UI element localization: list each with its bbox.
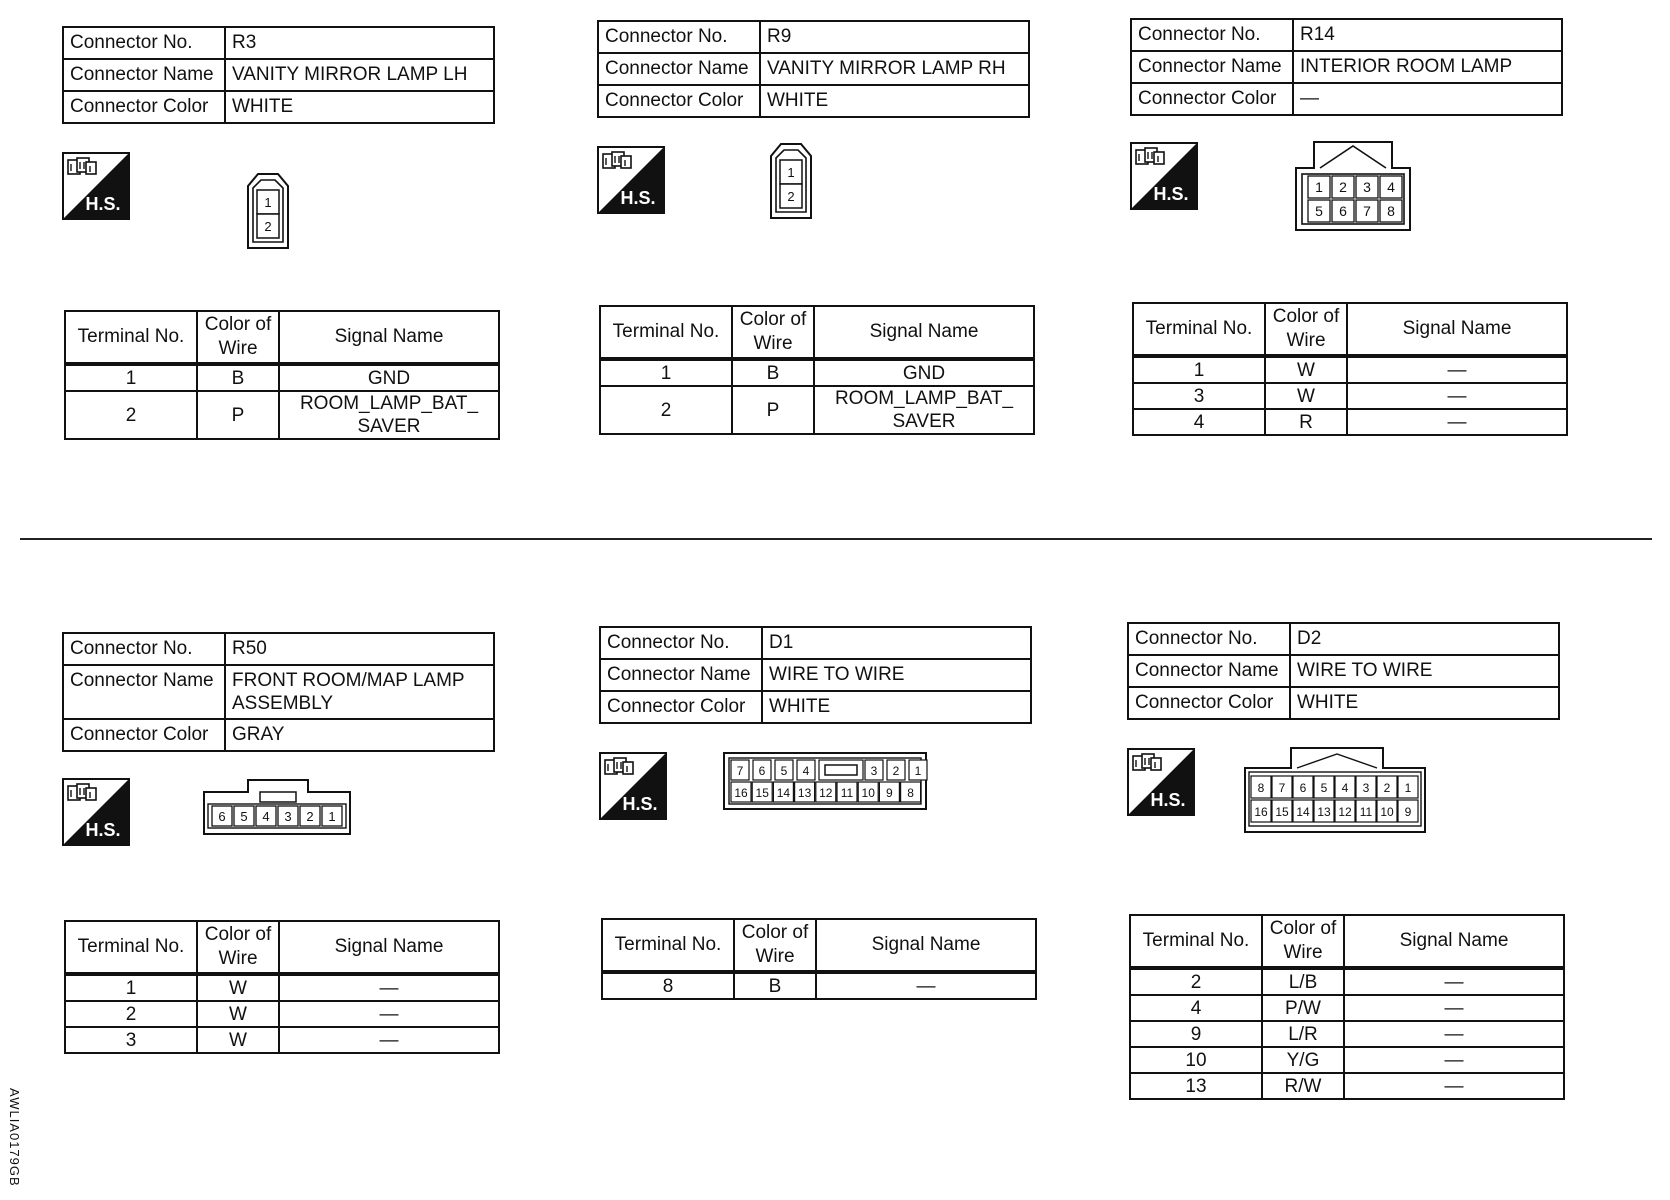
connector-name-label: Connector Name xyxy=(1131,51,1293,83)
hs-badge xyxy=(1127,748,1195,816)
signal-name: ROOM_LAMP_BAT_ SAVER xyxy=(814,386,1034,434)
pin-label: 12 xyxy=(1338,805,1352,819)
signal-name: — xyxy=(1347,356,1567,383)
terminal-no-header: Terminal No. xyxy=(600,306,732,359)
connector-face-diagram xyxy=(1294,138,1412,232)
terminal-table-header xyxy=(602,919,1036,972)
connector-info-table xyxy=(62,632,495,752)
pin-label: 6 xyxy=(1339,203,1347,219)
signal-name: — xyxy=(1344,1021,1564,1047)
pin-label: 14 xyxy=(776,786,791,800)
connector-color-value: GRAY xyxy=(225,719,494,751)
connector-no-value: R9 xyxy=(760,21,1029,53)
signal-name: — xyxy=(1347,383,1567,409)
wire-color: R/W xyxy=(1262,1073,1344,1099)
terminal-no: 1 xyxy=(65,364,197,391)
terminal-no: 8 xyxy=(602,972,734,999)
figure-code: AWLIA0179GB xyxy=(7,1088,22,1187)
wire-color: R xyxy=(1265,409,1347,435)
signal-name: — xyxy=(279,974,499,1001)
pin-label: 1 xyxy=(914,764,922,778)
pin-label: 10 xyxy=(861,786,875,800)
wire-color: L/B xyxy=(1262,968,1344,995)
connector-name-label: Connector Name xyxy=(63,665,225,719)
wire-color: L/R xyxy=(1262,1021,1344,1047)
table-row xyxy=(600,359,1034,386)
signal-name-header: Signal Name xyxy=(814,306,1034,359)
terminal-no: 3 xyxy=(65,1027,197,1053)
wire-color: B xyxy=(197,364,279,391)
signal-name: — xyxy=(1344,1073,1564,1099)
connector-color-value: WHITE xyxy=(760,85,1029,117)
signal-name-header: Signal Name xyxy=(1347,303,1567,356)
connector-name-label: Connector Name xyxy=(600,659,762,691)
hs-label: H.S. xyxy=(1153,184,1189,204)
pin-label: 7 xyxy=(1278,781,1286,795)
hs-icon xyxy=(62,152,130,220)
hs-badge xyxy=(599,752,667,820)
signal-name: — xyxy=(1344,968,1564,995)
connector-no-row xyxy=(1128,623,1559,655)
connector-panel-r14 xyxy=(1130,18,1610,538)
terminal-no: 10 xyxy=(1130,1047,1262,1073)
connector-color-row xyxy=(600,691,1031,723)
table-row xyxy=(65,1001,499,1027)
connector-no-row xyxy=(63,27,494,59)
wire-color: P/W xyxy=(1262,995,1344,1021)
pin-label: 2 xyxy=(787,189,795,204)
connector-color-label: Connector Color xyxy=(1131,83,1293,115)
wire-color: P xyxy=(197,391,279,439)
wire-color-header: Color of Wire xyxy=(197,921,279,974)
table-row xyxy=(1130,968,1564,995)
pin-label: 4 xyxy=(802,764,810,778)
pin-label: 1 xyxy=(787,165,795,180)
pin-label: 5 xyxy=(1320,781,1328,795)
table-row xyxy=(1133,356,1567,383)
terminal-table-header xyxy=(65,311,499,364)
terminal-table xyxy=(1129,914,1565,1100)
pin-label: 5 xyxy=(780,764,788,778)
connector-info-table xyxy=(599,626,1032,724)
connector-face-diagram xyxy=(769,142,813,220)
wire-color-header: Color of Wire xyxy=(197,311,279,364)
hs-badge xyxy=(597,146,665,214)
connector-name-row xyxy=(1131,51,1562,83)
terminal-no: 2 xyxy=(1130,968,1262,995)
terminal-no-header: Terminal No. xyxy=(1130,915,1262,968)
connector-no-row xyxy=(598,21,1029,53)
connector-diagram xyxy=(723,752,927,810)
table-row xyxy=(65,391,499,439)
signal-name-header: Signal Name xyxy=(816,919,1036,972)
connector-no-row xyxy=(600,627,1031,659)
connector-name-label: Connector Name xyxy=(63,59,225,91)
connector-no-value: R50 xyxy=(225,633,494,665)
pin-label: 9 xyxy=(886,786,893,800)
pin-label: 1 xyxy=(1315,179,1323,195)
connector-name-row xyxy=(598,53,1029,85)
connector-face-diagram xyxy=(202,778,352,836)
table-row xyxy=(1133,383,1567,409)
pin-label: 13 xyxy=(1317,805,1331,819)
connector-color-value: WHITE xyxy=(762,691,1031,723)
connector-name-row xyxy=(63,59,494,91)
connector-color-row xyxy=(1131,83,1562,115)
table-row xyxy=(1133,409,1567,435)
signal-name: — xyxy=(1344,1047,1564,1073)
connector-name-value: VANITY MIRROR LAMP RH xyxy=(760,53,1029,85)
terminal-no-header: Terminal No. xyxy=(1133,303,1265,356)
hs-label: H.S. xyxy=(1150,790,1186,810)
signal-name: — xyxy=(279,1001,499,1027)
connector-panel-d1 xyxy=(599,626,1079,1146)
terminal-no: 1 xyxy=(1133,356,1265,383)
table-row xyxy=(1130,1073,1564,1099)
signal-name-header: Signal Name xyxy=(279,921,499,974)
pin-label: 2 xyxy=(306,809,314,824)
hs-icon xyxy=(62,778,130,846)
connector-color-label: Connector Color xyxy=(63,91,225,123)
connector-diagram xyxy=(769,142,813,220)
terminal-table-header xyxy=(600,306,1034,359)
signal-name: ROOM_LAMP_BAT_ SAVER xyxy=(279,391,499,439)
terminal-table xyxy=(64,310,500,440)
wire-color: W xyxy=(197,1027,279,1053)
connector-info-table xyxy=(597,20,1030,118)
pin-label: 9 xyxy=(1404,805,1412,819)
signal-name: — xyxy=(279,1027,499,1053)
connector-color-row xyxy=(598,85,1029,117)
hs-label: H.S. xyxy=(620,188,656,208)
connector-name-label: Connector Name xyxy=(1128,655,1290,687)
connector-no-label: Connector No. xyxy=(63,27,225,59)
pin-label: 3 xyxy=(284,809,292,824)
table-row xyxy=(65,364,499,391)
pin-label: 6 xyxy=(218,809,226,824)
pin-label: 8 xyxy=(1387,203,1395,219)
pin-label: 2 xyxy=(264,219,272,234)
pin-label: 10 xyxy=(1380,805,1394,819)
pin-label: 6 xyxy=(1299,781,1307,795)
wire-color: W xyxy=(1265,383,1347,409)
pin-label: 1 xyxy=(1404,781,1412,795)
hs-icon xyxy=(597,146,665,214)
pin-label: 11 xyxy=(1359,805,1373,819)
connector-color-row xyxy=(63,91,494,123)
hs-label: H.S. xyxy=(622,794,658,814)
pin-label: 8 xyxy=(907,786,914,800)
wire-color: B xyxy=(734,972,816,999)
connector-no-label: Connector No. xyxy=(598,21,760,53)
wire-color: Y/G xyxy=(1262,1047,1344,1073)
signal-name: GND xyxy=(279,364,499,391)
terminal-no-header: Terminal No. xyxy=(602,919,734,972)
pin-label: 4 xyxy=(1387,179,1395,195)
terminal-table-header xyxy=(1133,303,1567,356)
hs-label: H.S. xyxy=(85,820,121,840)
connector-no-label: Connector No. xyxy=(1128,623,1290,655)
connector-diagram xyxy=(202,778,352,836)
terminal-table xyxy=(64,920,500,1054)
wire-color-header: Color of Wire xyxy=(734,919,816,972)
connector-panel-r9 xyxy=(597,20,1077,540)
connector-panel-r50 xyxy=(62,632,542,1152)
table-row xyxy=(602,972,1036,999)
signal-name: — xyxy=(816,972,1036,999)
table-row xyxy=(65,974,499,1001)
wire-color: W xyxy=(197,1001,279,1027)
connector-name-value: VANITY MIRROR LAMP LH xyxy=(225,59,494,91)
wire-color-header: Color of Wire xyxy=(732,306,814,359)
connector-no-row xyxy=(63,633,494,665)
connector-face-diagram xyxy=(1243,746,1427,834)
terminal-no: 2 xyxy=(65,391,197,439)
connector-color-row xyxy=(63,719,494,751)
pin-label: 14 xyxy=(1296,805,1310,819)
pin-label: 6 xyxy=(758,764,766,778)
connector-color-value: WHITE xyxy=(1290,687,1559,719)
terminal-no-header: Terminal No. xyxy=(65,311,197,364)
terminal-table xyxy=(601,918,1037,1000)
connector-diagram xyxy=(1294,138,1412,232)
connector-color-label: Connector Color xyxy=(63,719,225,751)
connector-no-value: D1 xyxy=(762,627,1031,659)
connector-face-diagram xyxy=(723,752,927,810)
terminal-no: 9 xyxy=(1130,1021,1262,1047)
pin-label: 1 xyxy=(328,809,336,824)
pin-label: 7 xyxy=(1363,203,1371,219)
pin-label: 4 xyxy=(1341,781,1349,795)
connector-name-value: WIRE TO WIRE xyxy=(1290,655,1559,687)
connector-color-value: — xyxy=(1293,83,1562,115)
section-divider xyxy=(20,538,1652,540)
terminal-table-header xyxy=(65,921,499,974)
pin-label: 16 xyxy=(734,786,748,800)
connector-name-row xyxy=(63,665,494,719)
signal-name: — xyxy=(1347,409,1567,435)
connector-no-label: Connector No. xyxy=(600,627,762,659)
pin-label: 5 xyxy=(1315,203,1323,219)
connector-no-row xyxy=(1131,19,1562,51)
connector-color-label: Connector Color xyxy=(598,85,760,117)
terminal-no: 4 xyxy=(1133,409,1265,435)
connector-color-label: Connector Color xyxy=(600,691,762,723)
connector-face-diagram xyxy=(246,172,290,250)
connector-color-value: WHITE xyxy=(225,91,494,123)
pin-label: 3 xyxy=(870,764,878,778)
pin-label: 13 xyxy=(797,786,812,800)
pin-label: 2 xyxy=(1339,179,1347,195)
wire-color-header: Color of Wire xyxy=(1262,915,1344,968)
pin-label: 4 xyxy=(262,809,270,824)
signal-name-header: Signal Name xyxy=(279,311,499,364)
pin-label: 11 xyxy=(840,786,854,800)
wire-color: B xyxy=(732,359,814,386)
terminal-no: 2 xyxy=(65,1001,197,1027)
hs-badge xyxy=(1130,142,1198,210)
connector-diagram xyxy=(1243,746,1427,834)
table-row xyxy=(600,386,1034,434)
connector-no-value: D2 xyxy=(1290,623,1559,655)
pin-label: 12 xyxy=(819,786,833,800)
pin-label: 16 xyxy=(1254,805,1268,819)
connector-info-table xyxy=(62,26,495,124)
wire-color-header: Color of Wire xyxy=(1265,303,1347,356)
hs-icon xyxy=(1130,142,1198,210)
signal-name: — xyxy=(1344,995,1564,1021)
hs-icon xyxy=(599,752,667,820)
terminal-no: 2 xyxy=(600,386,732,434)
connector-name-value: INTERIOR ROOM LAMP xyxy=(1293,51,1562,83)
terminal-no: 1 xyxy=(600,359,732,386)
wire-color: W xyxy=(197,974,279,1001)
terminal-no: 13 xyxy=(1130,1073,1262,1099)
pin-label: 2 xyxy=(892,764,900,778)
table-row xyxy=(1130,1021,1564,1047)
pin-label: 8 xyxy=(1257,781,1265,795)
terminal-table xyxy=(599,305,1035,435)
connector-name-value: FRONT ROOM/MAP LAMP ASSEMBLY xyxy=(225,665,494,719)
connector-no-value: R3 xyxy=(225,27,494,59)
connector-panel-d2 xyxy=(1127,622,1607,1142)
connector-no-label: Connector No. xyxy=(63,633,225,665)
terminal-table xyxy=(1132,302,1568,436)
terminal-no-header: Terminal No. xyxy=(65,921,197,974)
hs-icon xyxy=(1127,748,1195,816)
pin-label: 15 xyxy=(1275,805,1289,819)
hs-badge xyxy=(62,152,130,220)
connector-name-label: Connector Name xyxy=(598,53,760,85)
table-row xyxy=(1130,1047,1564,1073)
connector-info-table xyxy=(1130,18,1563,116)
connector-color-label: Connector Color xyxy=(1128,687,1290,719)
terminal-no: 3 xyxy=(1133,383,1265,409)
pin-label: 15 xyxy=(755,786,769,800)
hs-badge xyxy=(62,778,130,846)
pin-label: 7 xyxy=(736,764,744,778)
connector-name-row xyxy=(1128,655,1559,687)
connector-panel-r3 xyxy=(62,26,542,546)
terminal-table-header xyxy=(1130,915,1564,968)
pin-label: 3 xyxy=(1362,781,1370,795)
connector-info-table xyxy=(1127,622,1560,720)
signal-name: GND xyxy=(814,359,1034,386)
wire-color: P xyxy=(732,386,814,434)
connector-color-row xyxy=(1128,687,1559,719)
wire-color: W xyxy=(1265,356,1347,383)
hs-label: H.S. xyxy=(85,194,121,214)
connector-no-value: R14 xyxy=(1293,19,1562,51)
pin-label: 5 xyxy=(240,809,248,824)
terminal-no: 1 xyxy=(65,974,197,1001)
connector-no-label: Connector No. xyxy=(1131,19,1293,51)
connector-name-row xyxy=(600,659,1031,691)
pin-label: 1 xyxy=(264,195,272,210)
table-row xyxy=(65,1027,499,1053)
connector-diagram xyxy=(246,172,290,250)
table-row xyxy=(1130,995,1564,1021)
terminal-no: 4 xyxy=(1130,995,1262,1021)
signal-name-header: Signal Name xyxy=(1344,915,1564,968)
pin-label: 3 xyxy=(1363,179,1371,195)
pin-label: 2 xyxy=(1383,781,1391,795)
connector-name-value: WIRE TO WIRE xyxy=(762,659,1031,691)
